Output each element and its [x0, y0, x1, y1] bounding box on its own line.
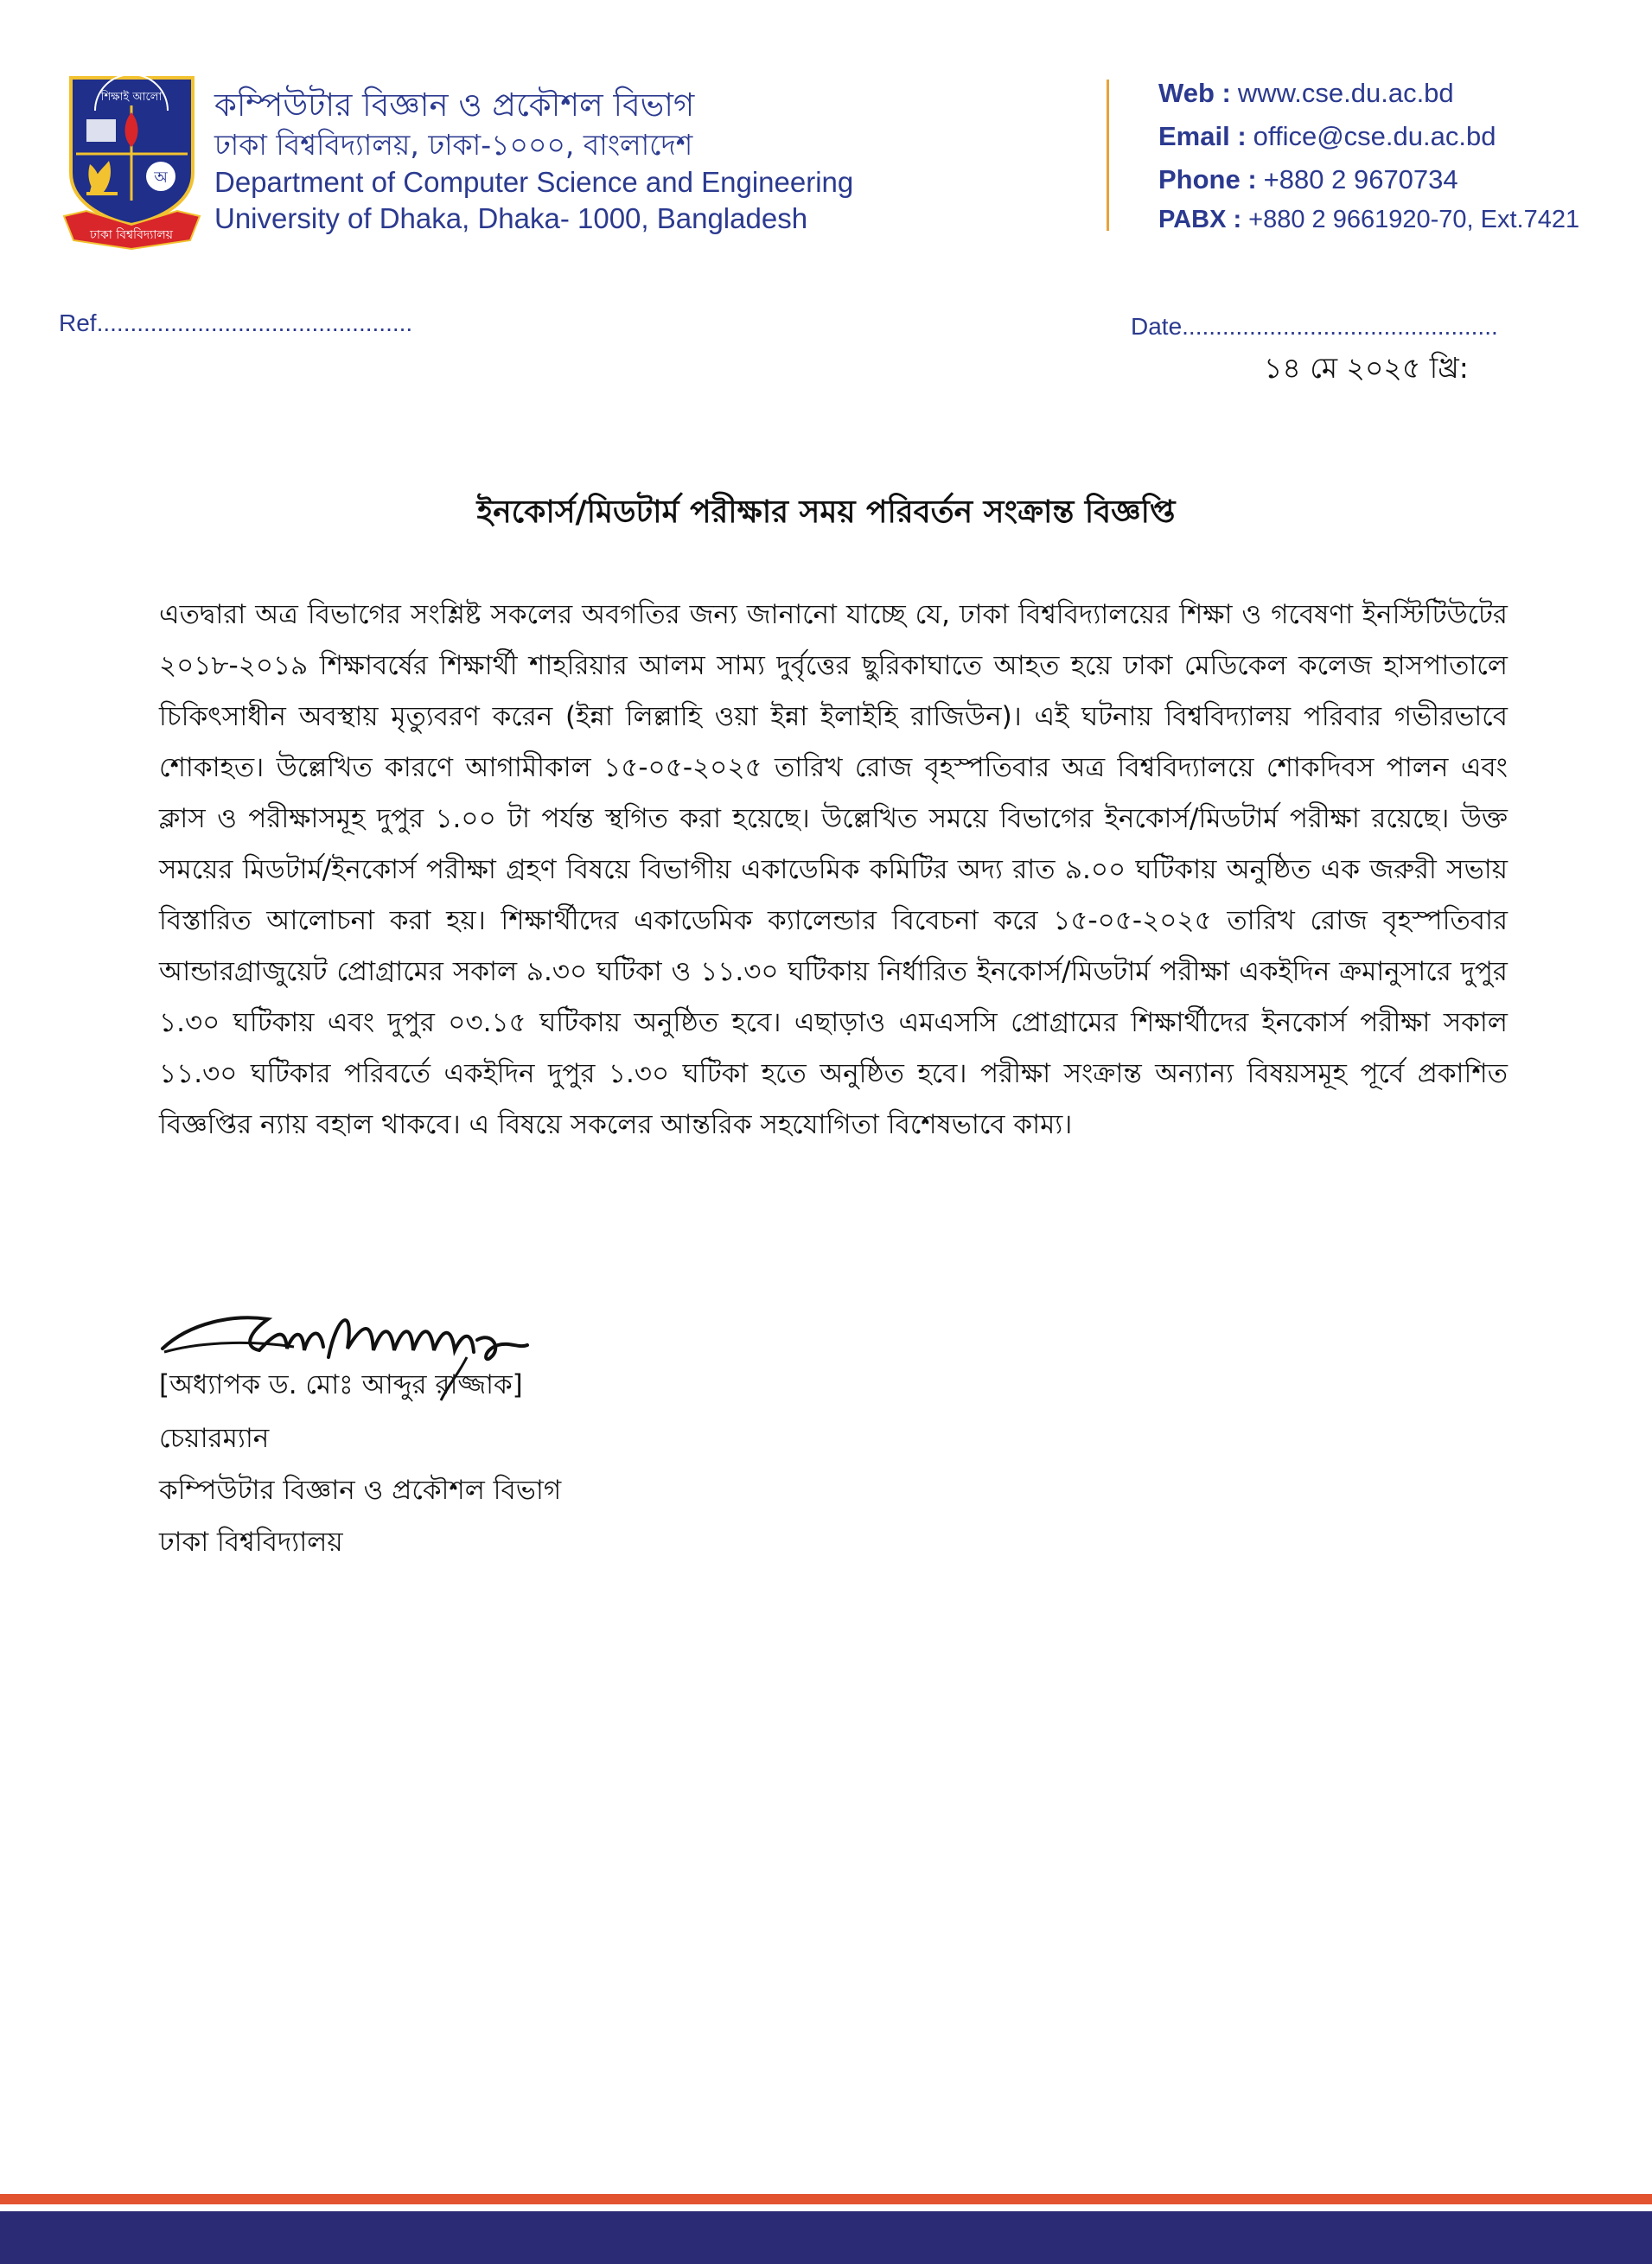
footer-band-navy: [0, 2211, 1652, 2264]
phone-label: Phone :: [1158, 164, 1257, 195]
signatory-department: কম্পিউটার বিজ্ঞান ও প্রকৌশল বিভাগ: [159, 1475, 562, 1506]
signatory-university: ঢাকা বিশ্ববিদ্যালয়: [159, 1527, 343, 1558]
pabx-value: +880 2 9661920-70, Ext.7421: [1248, 206, 1580, 233]
department-name-bangla: কম্পিউটার বিজ্ঞান ও প্রকৌশল বিভাগ: [214, 86, 695, 124]
contact-pabx: [1158, 206, 1579, 234]
web-label: Web :: [1158, 78, 1231, 108]
pabx-label: PABX :: [1158, 206, 1242, 233]
signatory-name: [অধ্যাপক ড. মোঃ আব্দুর রাজ্জাক]: [159, 1369, 523, 1400]
university-address-bangla: ঢাকা বিশ্ববিদ্যালয়, ঢাকা-১০০০, বাংলাদেশ: [214, 128, 693, 162]
web-link[interactable]: www.cse.du.ac.bd: [1237, 78, 1454, 108]
university-crest-icon: [61, 71, 203, 252]
date-line: Date...............................................: [1131, 313, 1498, 340]
contact-phone: [1158, 164, 1458, 195]
reference-line: Ref...............................................: [59, 309, 413, 336]
email-link[interactable]: office@cse.du.ac.bd: [1253, 121, 1496, 151]
date-value: ১৪ মে ২০২৫ খ্রি:: [1264, 351, 1469, 385]
contact-web: [1158, 78, 1454, 109]
svg-text:অ: অ: [154, 169, 168, 187]
svg-text:ঢাকা বিশ্ববিদ্যালয়: ঢাকা বিশ্ববিদ্যালয়: [89, 228, 174, 242]
phone-value: +880 2 9670734: [1263, 164, 1458, 195]
university-address-english: University of Dhaka, Dhaka- 1000, Bangladesh: [214, 202, 808, 234]
notice-body: এতদ্বারা অত্র বিভাগের সংশ্লিষ্ট সকলের অবগতির জন্য জানানো যাচ্ছে যে, ঢাকা বিশ্ববিদ্যালয়ের শিক্ষা ও গবেষণা ইনস্টিটিউটের ২০১৮-২০১৯ শিক্ষাবর্ষের শিক্ষার্থী শাহরিয়ার আলম সাম্য দুর্বৃত্তের ছুরিকাঘাতে আহত হয়ে ঢাকা মেডিকেল কলেজ হাসপাতালে চিকিৎসাধীন অবস্থায় মৃত্যুবরণ করেন (ইন্না লিল্লাহি ওয়া ইন্না ইলাইহি রাজিউন)। এই ঘটনায় বিশ্ববিদ্যালয় পরিবার গভীরভাবে শোকাহত। উল্লেখিত কারণে আগামীকাল ১৫-০৫-২০২৫ তারিখ রোজ বৃহস্পতিবার অত্র বিশ্ববিদ্যালয়ে শোকদিবস পালন এবং ক্লাস ও পরীক্ষাসমূহ দুপুর ১.০০ টা পর্যন্ত স্থগিত করা হয়েছে। উল্লেখিত সময়ে বিভাগের ইনকোর্স/মিডটার্ম পরীক্ষা রয়েছে। উক্ত সময়ের মিডটার্ম/ইনকোর্স পরীক্ষা গ্রহণ বিষয়ে বিভাগীয় একাডেমিক কমিটির অদ্য রাত ৯.০০ ঘটিকায় অনুষ্ঠিত এক জরুরী সভায় বিস্তারিত আলোচনা করা হয়। শিক্ষার্থীদের একাডেমিক ক্যালেন্ডার বিবেচনা করে ১৫-০৫-২০২৫ তারিখ রোজ বৃহস্পতিবার আন্ডারগ্রাজুয়েট প্রোগ্রামের সকাল ৯.৩০ ঘটিকা ও ১১.৩০ ঘটিকায় নির্ধারিত ইনকোর্স/মিডটার্ম পরীক্ষা একইদিন ক্রমানুসারে দুপুর ১.৩০ ঘটিকায় এবং দুপুর ০৩.১৫ ঘটিকায় অনুষ্ঠিত হবে। এছাড়াও এমএসসি প্রোগ্রামের শিক্ষার্থীদের ইনকোর্স পরীক্ষা সকাল ১১.৩০ ঘটিকার পরিবর্তে একইদিন দুপুর ১.৩০ ঘটিকা হতে অনুষ্ঠিত হবে। পরীক্ষা সংক্রান্ত অন্যান্য বিষয়সমূহ পূর্বে প্রকাশিত বিজ্ঞপ্তির ন্যায় বহাল থাকবে। এ বিষয়ে সকলের আন্তরিক সহযোগিতা বিশেষভাবে কাম্য।: [159, 599, 1508, 1140]
department-name-english: Department of Computer Science and Engineering: [214, 166, 854, 198]
contact-email: [1158, 121, 1496, 152]
header-divider: [1107, 80, 1109, 231]
email-label: Email :: [1158, 121, 1247, 151]
footer-stripe-red: [0, 2194, 1652, 2204]
signatory-title: চেয়ারম্যান: [159, 1423, 270, 1454]
notice-title: ইনকোর্স/মিডটার্ম পরীক্ষার সময় পরিবর্তন সংক্রান্ত বিজ্ঞপ্তি: [476, 494, 1176, 530]
svg-text:শিক্ষাই আলো: শিক্ষাই আলো: [100, 91, 163, 104]
